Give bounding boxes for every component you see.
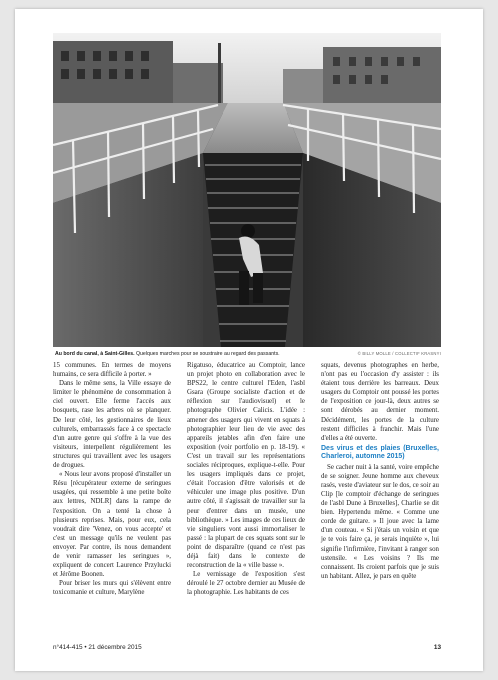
paragraph: Pour briser les murs qui s'élèvent entre toxicomanie et culture, Marylène <box>53 580 171 597</box>
section-subheading: Des virus et des plaies (Bruxelles, Charleroi, automne 2015) <box>321 444 439 461</box>
text-column-2 <box>187 361 305 597</box>
canal-stairs-photo <box>53 33 441 347</box>
paragraph: Dans le même sens, la Ville essaye de limiter le phénomène de consommation à ciel ouvert. Elle ferme l'accès aux bosquets, rase les arbres où se planquer. De leur côté, les gestionnaires de lieux culturels, embarrassés face à ce spectacle d'un autre genre qui s'offre à la vue des visiteurs, interpellent régulièrement les structures qui travaillent avec les usagers de drogues. <box>53 380 171 470</box>
issue-info: n°414-415 • 21 décembre 2015 <box>53 644 142 651</box>
paragraph: squats, devenus photographes en herbe, n'ont pas eu l'occasion d'y assister : ils étaient tous derrière les barreaux. Deux usagers du Comptoir ont poussé les portes de l'exposition ce jour-là, deux autres se sont dérobés au dernier moment. Décidément, les portes de la culture restent difficiles à franchir. Mais l'une d'elles a été ouverte. <box>321 362 439 442</box>
photo-credit: © BILLY MOLLE / COLLECTIF KRASNYI <box>357 351 441 356</box>
text-column-1 <box>53 361 171 597</box>
paragraph: 15 communes. En termes de moyens humains, ce sera difficile à porter. » <box>53 362 171 379</box>
paragraph: Rigatuso, éducatrice au Comptoir, lance un projet photo en collaboration avec le BPS22, le centre culturel l'Eden, l'asbl Gsara (Groupe socialiste d'action et de réflexion sur l'audiovisuel) et le photographe Olivier Calicis. L'idée : amener des usagers qui vivent en squats à photographier leur lieu de vie avec des appareils jetables afin d'en faire une exposition (voir portfolio en p. 18-19). « C'est un travail sur les représentations sociales réciproques, explique-t-elle. Pour les usagers impliqués dans ce projet, c'était l'occasion d'être valorisés et de véhiculer une image plus positive. D'un autre côté, il s'agissait de travailler sur la peur d'entrer dans un musée, une bibliothèque. » Les images de ces lieux de vie singuliers vont aussi immortaliser le passé : la plupart de ces squats sont sur le point de disparaître (quand ce n'est pas déjà fait) dans le contexte de reconstruction de la « ville basse ». <box>187 362 305 570</box>
page-footer <box>53 644 441 651</box>
paragraph: Le vernissage de l'exposition s'est déroulé le 27 octobre dernier au Musée de la photographie. Les habitants de ces <box>187 571 305 597</box>
caption-lead: Au bord du canal, à Saint-Gilles. <box>55 351 135 357</box>
text-column-3 <box>321 361 439 581</box>
paragraph: « Nous leur avons proposé d'installer un Résu [récupérateur externe de seringues usagées, qui ressemble à une petite boîte aux lettres, NDLR] dans la rampe de l'exposition. On a tenté la chose à plusieurs reprises. Mais, pour eux, cela voudrait dire 'Venez, on vous accepte' et c'est un message qu'ils ne veulent pas envoyer. Par contre, ils nous demandent de venir ramasser les seringues », expliquent de concert Laurence Przylucki et Jérôme Boonen. <box>53 471 171 579</box>
paragraph: Se cacher nuit à la santé, voire empêche de se soigner. Jeune homme aux cheveux rasés, veste d'aviateur sur le dos, ce soir au Clip [le comptoir d'échange de seringues de l'asbl Dune à Bruxelles], Charlie se dit bien. Hypertendu même. « Comme une corde de guitare. » Il joue avec la lame d'un couteau. « Si j'étais un voisin et que je te vois faire ça, je serais inquiète », lui signifie l'infirmière, l'invitant à ranger son ustensile. « Les voisins ? Ils me connaissent. Ils croient parfois que je suis un habitant. Allez, je pars en quête <box>321 463 439 580</box>
caption-text: Quelques marches pour se soustraire au regard des passants. <box>134 351 280 357</box>
page-number: 13 <box>433 644 441 651</box>
magazine-page <box>15 9 483 671</box>
photo-illustration <box>53 33 441 347</box>
photo-caption <box>55 351 441 357</box>
